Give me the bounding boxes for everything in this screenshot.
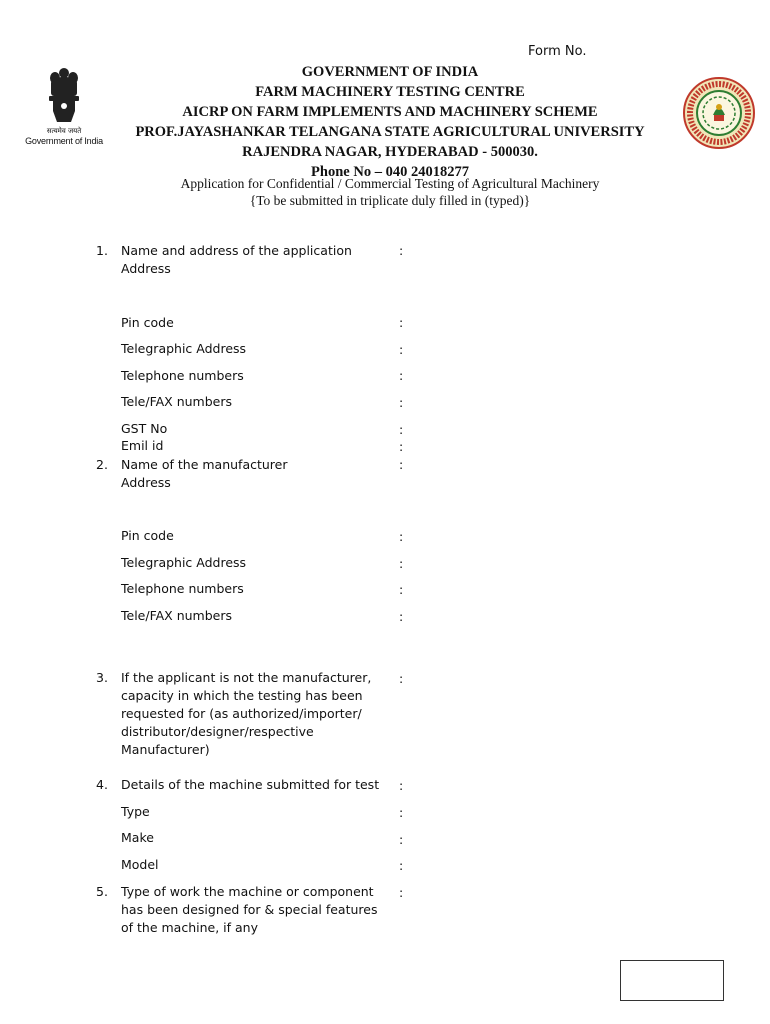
colon: : bbox=[399, 556, 404, 571]
label-manufacturer-telephone: Telephone numbers bbox=[121, 581, 244, 596]
label-machine-make: Make bbox=[121, 830, 154, 845]
item-number-4: 4. bbox=[96, 777, 108, 792]
colon: : bbox=[399, 671, 404, 686]
form-subtitle bbox=[100, 175, 680, 209]
label-applicant-telephone: Telephone numbers bbox=[121, 368, 244, 383]
colon: : bbox=[399, 805, 404, 820]
label-applicant-capacity bbox=[121, 669, 393, 759]
subtitle-line-instruction: {To be submitted in triplicate duly filled in (typed)} bbox=[249, 193, 531, 208]
header-line-address: RAJENDRA NAGAR, HYDERABAD - 500030. bbox=[242, 144, 538, 160]
ashoka-emblem-icon bbox=[41, 66, 87, 126]
university-seal-icon bbox=[683, 77, 755, 149]
label-machine-details: Details of the machine submitted for test bbox=[121, 777, 380, 792]
label-work-type-line: Type of work the machine or component bbox=[121, 884, 374, 899]
item-number-2: 2. bbox=[96, 457, 108, 472]
label-applicant-fax: Tele/FAX numbers bbox=[121, 394, 233, 409]
colon: : bbox=[399, 422, 404, 437]
item-number-5: 5. bbox=[96, 884, 108, 899]
header-block bbox=[100, 62, 680, 182]
colon: : bbox=[399, 885, 404, 900]
colon: : bbox=[399, 832, 404, 847]
university-seal bbox=[683, 77, 755, 153]
label-applicant-capacity-line: capacity in which the testing has been bbox=[121, 688, 363, 703]
emblem-motto: सत्यमेव जयते bbox=[46, 127, 82, 135]
colon: : bbox=[399, 582, 404, 597]
label-manufacturer-fax: Tele/FAX numbers bbox=[121, 608, 233, 623]
label-machine-type: Type bbox=[121, 804, 150, 819]
label-manufacturer-pin-code: Pin code bbox=[121, 528, 174, 543]
label-work-type-line: has been designed for & special features bbox=[121, 902, 378, 917]
label-applicant-name-address: Name and address of the application bbox=[121, 243, 352, 258]
subtitle-line-application: Application for Confidential / Commercial Testing of Agricultural Machinery bbox=[180, 176, 600, 191]
label-machine-model: Model bbox=[121, 857, 159, 872]
label-manufacturer-telegraphic-address: Telegraphic Address bbox=[121, 555, 247, 570]
label-work-type-features bbox=[121, 883, 393, 937]
label-applicant-capacity-line: requested for (as authorized/importer/ bbox=[121, 706, 362, 721]
label-applicant-telegraphic-address: Telegraphic Address bbox=[121, 341, 247, 356]
colon: : bbox=[399, 368, 404, 383]
label-work-type-line: of the machine, if any bbox=[121, 920, 258, 935]
header-line-centre: FARM MACHINERY TESTING CENTRE bbox=[255, 84, 525, 100]
colon: : bbox=[399, 342, 404, 357]
label-email-id: Emil id bbox=[121, 438, 164, 453]
header-line-scheme: AICRP ON FARM IMPLEMENTS AND MACHINERY SCHEME bbox=[182, 104, 598, 120]
emblem-caption: Government of India bbox=[25, 136, 103, 146]
header-line-phone: Phone No – 040 24018277 bbox=[311, 164, 469, 180]
item-number-1: 1. bbox=[96, 243, 108, 258]
label-applicant-address: Address bbox=[121, 261, 171, 276]
form-number-label: Form No. bbox=[528, 44, 587, 59]
colon: : bbox=[399, 439, 404, 454]
label-applicant-pin-code: Pin code bbox=[121, 315, 174, 330]
header-line-university: PROF.JAYASHANKAR TELANGANA STATE AGRICULTURAL UNIVERSITY bbox=[135, 124, 645, 140]
colon: : bbox=[399, 395, 404, 410]
colon: : bbox=[399, 457, 404, 472]
colon: : bbox=[399, 609, 404, 624]
label-applicant-capacity-line: Manufacturer) bbox=[121, 742, 210, 757]
page-stamp-box bbox=[620, 960, 724, 1001]
label-applicant-capacity-line: distributor/designer/respective bbox=[121, 724, 314, 739]
government-emblem bbox=[22, 66, 106, 146]
label-manufacturer-address: Address bbox=[121, 475, 171, 490]
item-number-3: 3. bbox=[96, 670, 108, 685]
label-gst-number: GST No bbox=[121, 421, 168, 436]
label-applicant-capacity-line: If the applicant is not the manufacturer, bbox=[121, 670, 372, 685]
label-manufacturer-name: Name of the manufacturer bbox=[121, 457, 288, 472]
header-line-government: GOVERNMENT OF INDIA bbox=[301, 64, 479, 80]
colon: : bbox=[399, 858, 404, 873]
colon: : bbox=[399, 778, 404, 793]
colon: : bbox=[399, 243, 404, 258]
colon: : bbox=[399, 315, 404, 330]
colon: : bbox=[399, 529, 404, 544]
